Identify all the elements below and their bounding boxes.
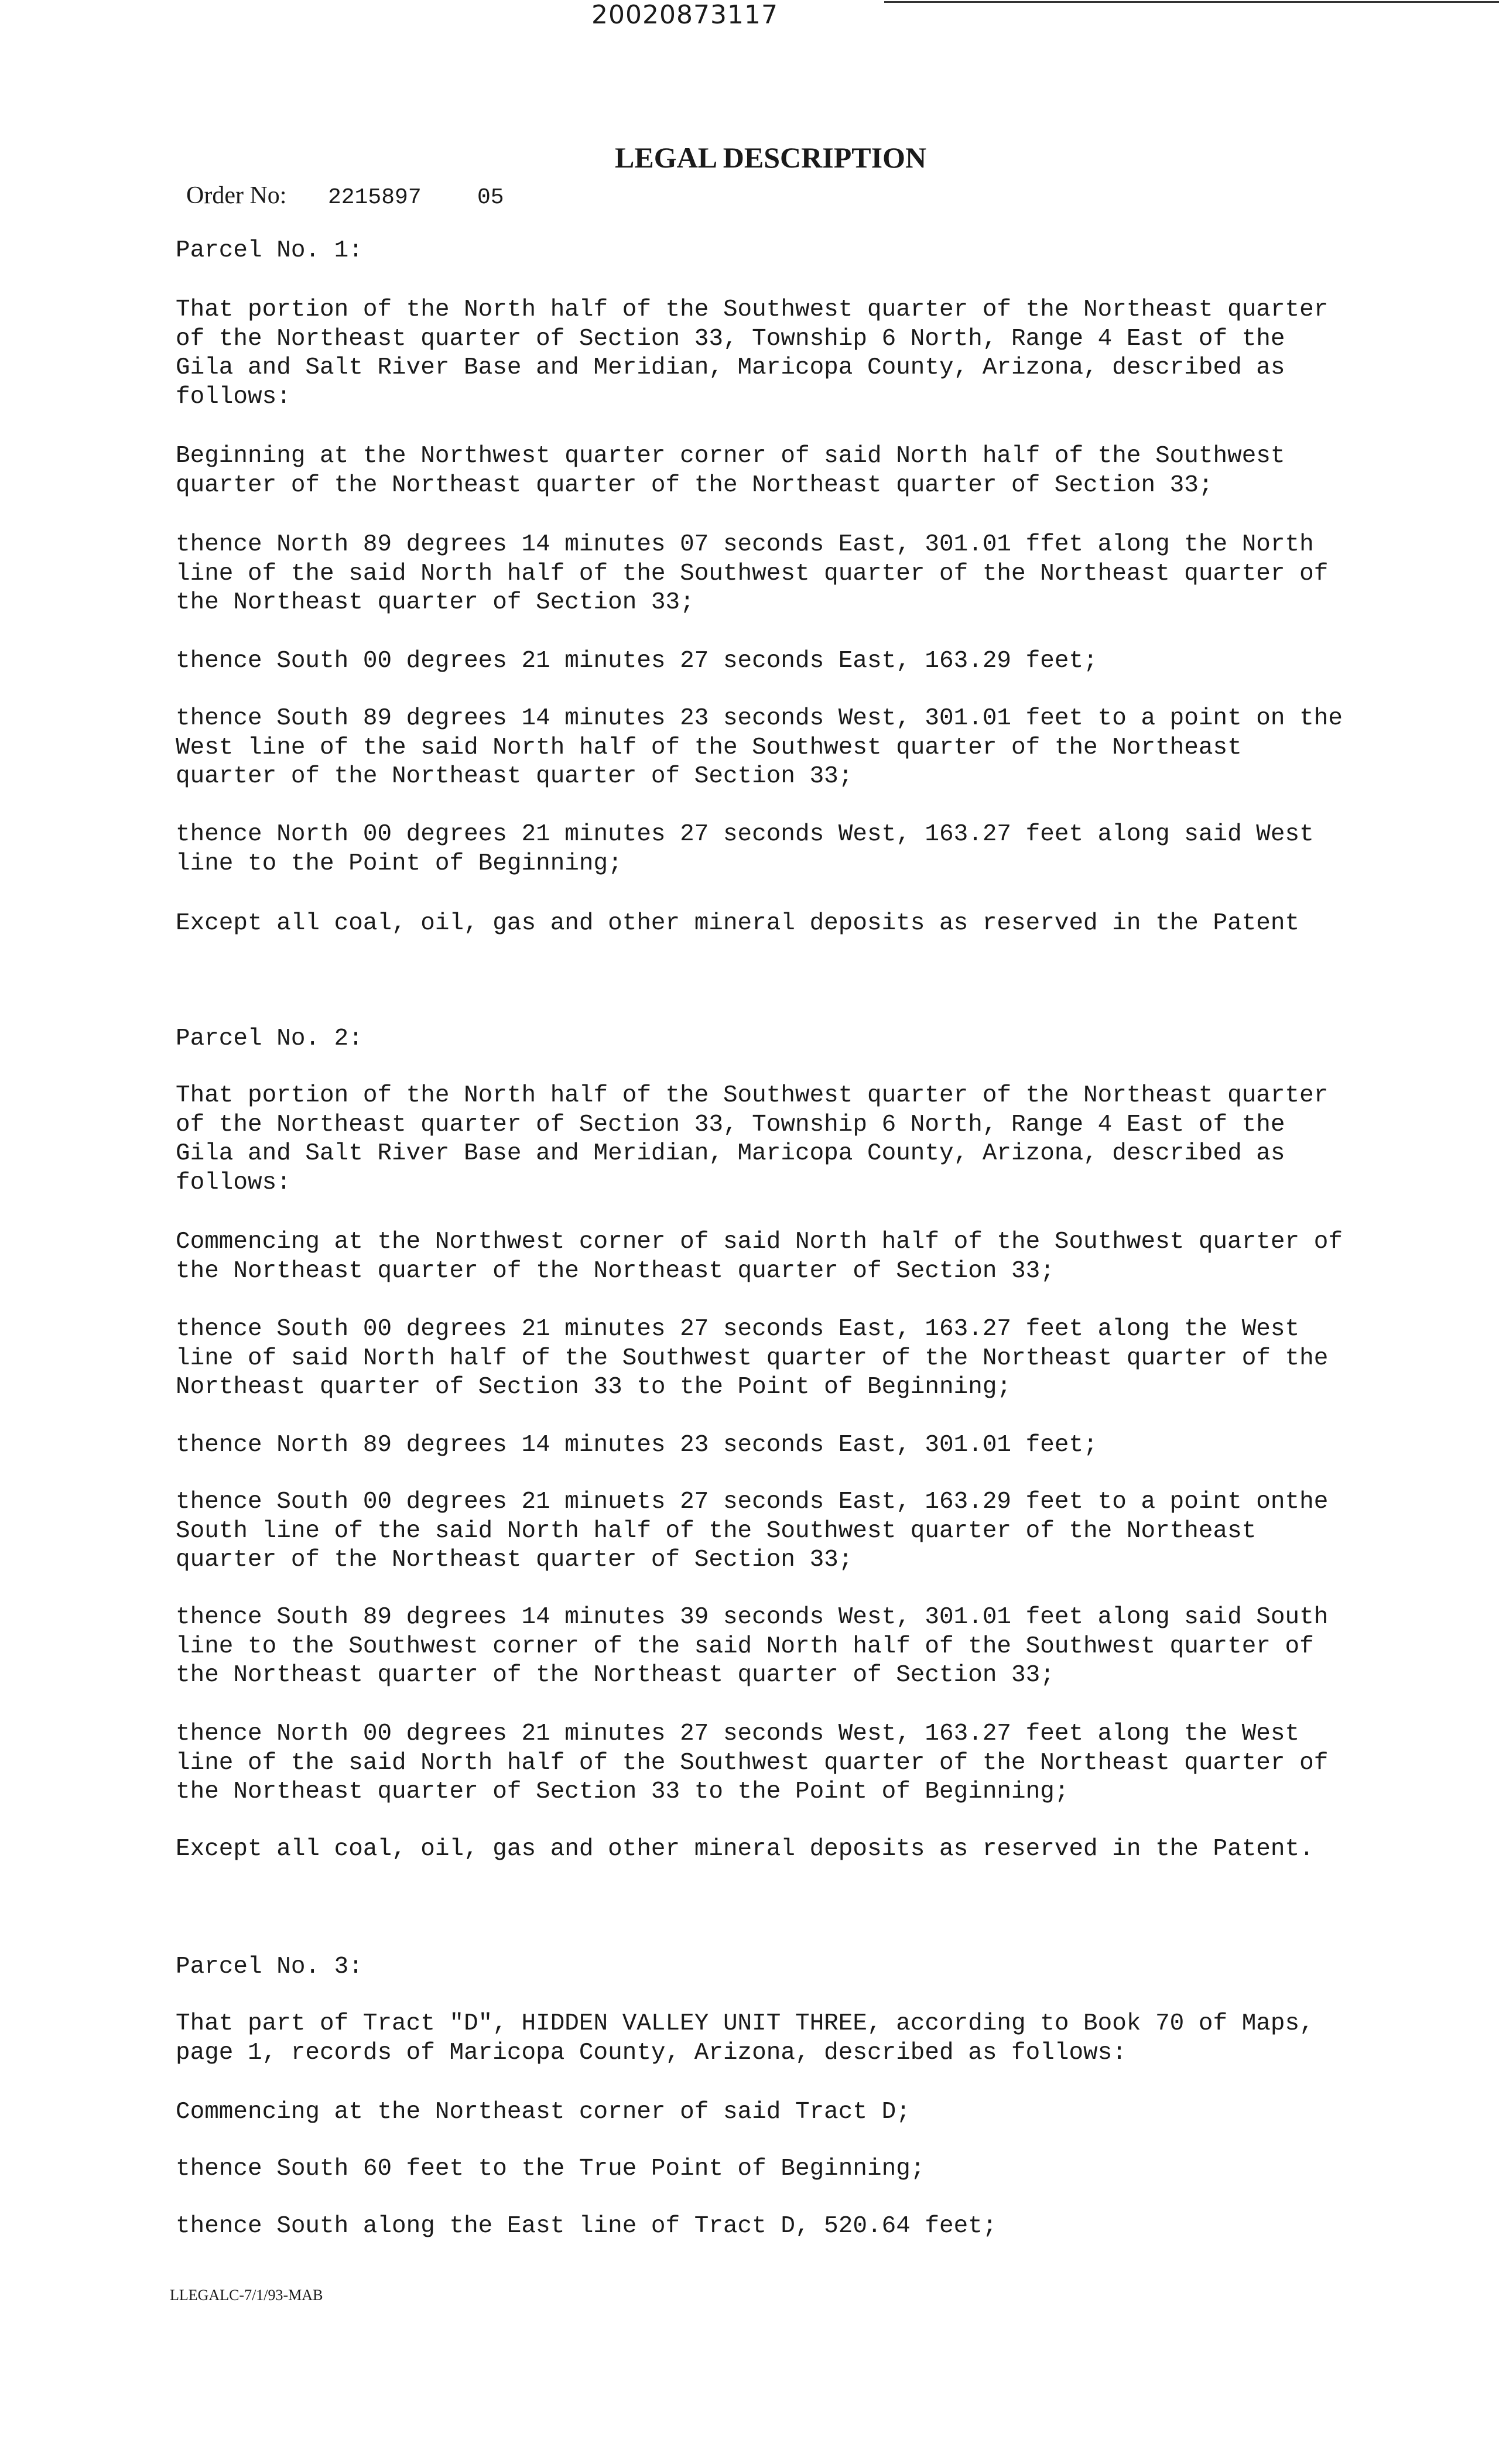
parcel-2-course-4: thence South 89 degrees 14 minutes 39 seconds West, 301.01 feet along said South line to the Southwest corner of the said North half of the Southwest quarter of the Northeast quarter of the Northeast quarter of Section 33; [176,1604,1329,1689]
parcel-2-heading: Parcel No. 2: [176,1025,363,1052]
parcel-3-commencing: Commencing at the Northeast corner of said Tract D; [176,2099,911,2126]
parcel-3-heading: Parcel No. 3: [176,1953,363,1980]
parcel-1-beginning: Beginning at the Northwest quarter corner of said North half of the Southwest quarter of the Northeast quarter of the Northeast quarter of Section 33; [176,443,1285,499]
order-label: Order No: [186,182,287,209]
parcel-2-course-1: thence South 00 degrees 21 minutes 27 seconds East, 163.27 feet along the West line of said North half of the Southwest quarter of the Northeast quarter of the Northeast quarter of Section 33 to the Point of Beginning; [176,1316,1329,1401]
parcel-3-description: That part of Tract "D", HIDDEN VALLEY UNIT THREE, according to Book 70 of Maps, page 1, records of Maricopa County, Arizona, described as follows: [176,2010,1314,2066]
parcel-1-course-4: thence North 00 degrees 21 minutes 27 seconds West, 163.27 feet along said West line to the Point of Beginning; [176,821,1314,877]
parcel-1-description: That portion of the North half of the Southwest quarter of the Northeast quarter of the Northeast quarter of Section 33, Township 6 North, Range 4 East of the Gila and Salt River Base and Meridian, Maricopa County, Arizona, described as follows: [176,296,1329,410]
footer-code: LLEGALC-7/1/93-MAB [170,2287,323,2304]
order-suffix: 05 [477,185,504,210]
parcel-3-course-1: thence South 60 feet to the True Point of Beginning; [176,2155,925,2182]
parcel-2-course-3: thence South 00 degrees 21 minuets 27 seconds East, 163.29 feet to a point onthe South line of the said North half of the Southwest quarter of the Northeast quarter of the Northeast quarter of Section 33; [176,1488,1329,1573]
order-number: 2215897 [328,185,422,210]
parcel-1-heading: Parcel No. 1: [176,237,363,264]
parcel-1-course-2: thence South 00 degrees 21 minutes 27 seconds East, 163.29 feet; [176,648,1098,675]
parcel-2-commencing: Commencing at the Northwest corner of said North half of the Southwest quarter of the Northeast quarter of the Northeast quarter of Section 33; [176,1228,1343,1285]
document-number: 20020873117 [591,0,778,30]
parcel-2-exception: Except all coal, oil, gas and other mineral deposits as reserved in the Patent. [176,1836,1314,1863]
top-rule [884,1,1499,3]
parcel-2-description: That portion of the North half of the Southwest quarter of the Northeast quarter of the Northeast quarter of Section 33, Township 6 North, Range 4 East of the Gila and Salt River Base and Meridian, Maricopa County, Arizona, described as follows: [176,1082,1329,1196]
parcel-1-course-1: thence North 89 degrees 14 minutes 07 seconds East, 301.01 ffet along the North line of the said North half of the Southwest quarter of the Northeast quarter of the Northeast quarter of Section 33; [176,531,1329,616]
parcel-2-course-5: thence North 00 degrees 21 minutes 27 seconds West, 163.27 feet along the West line of the said North half of the Southwest quarter of the Northeast quarter of the Northeast quarter of Section 33 to the Point of Beginning; [176,1720,1329,1805]
page-title: LEGAL DESCRIPTION [615,141,927,174]
parcel-3-course-2: thence South along the East line of Tract D, 520.64 feet; [176,2213,997,2240]
parcel-2-course-2: thence North 89 degrees 14 minutes 23 seconds East, 301.01 feet; [176,1432,1098,1459]
parcel-1-course-3: thence South 89 degrees 14 minutes 23 seconds West, 301.01 feet to a point on the West line of the said North half of the Southwest quarter of the Northeast quarter of the Northeast quarter of Section 33; [176,705,1343,790]
parcel-1-exception: Except all coal, oil, gas and other mineral deposits as reserved in the Patent [176,910,1300,937]
